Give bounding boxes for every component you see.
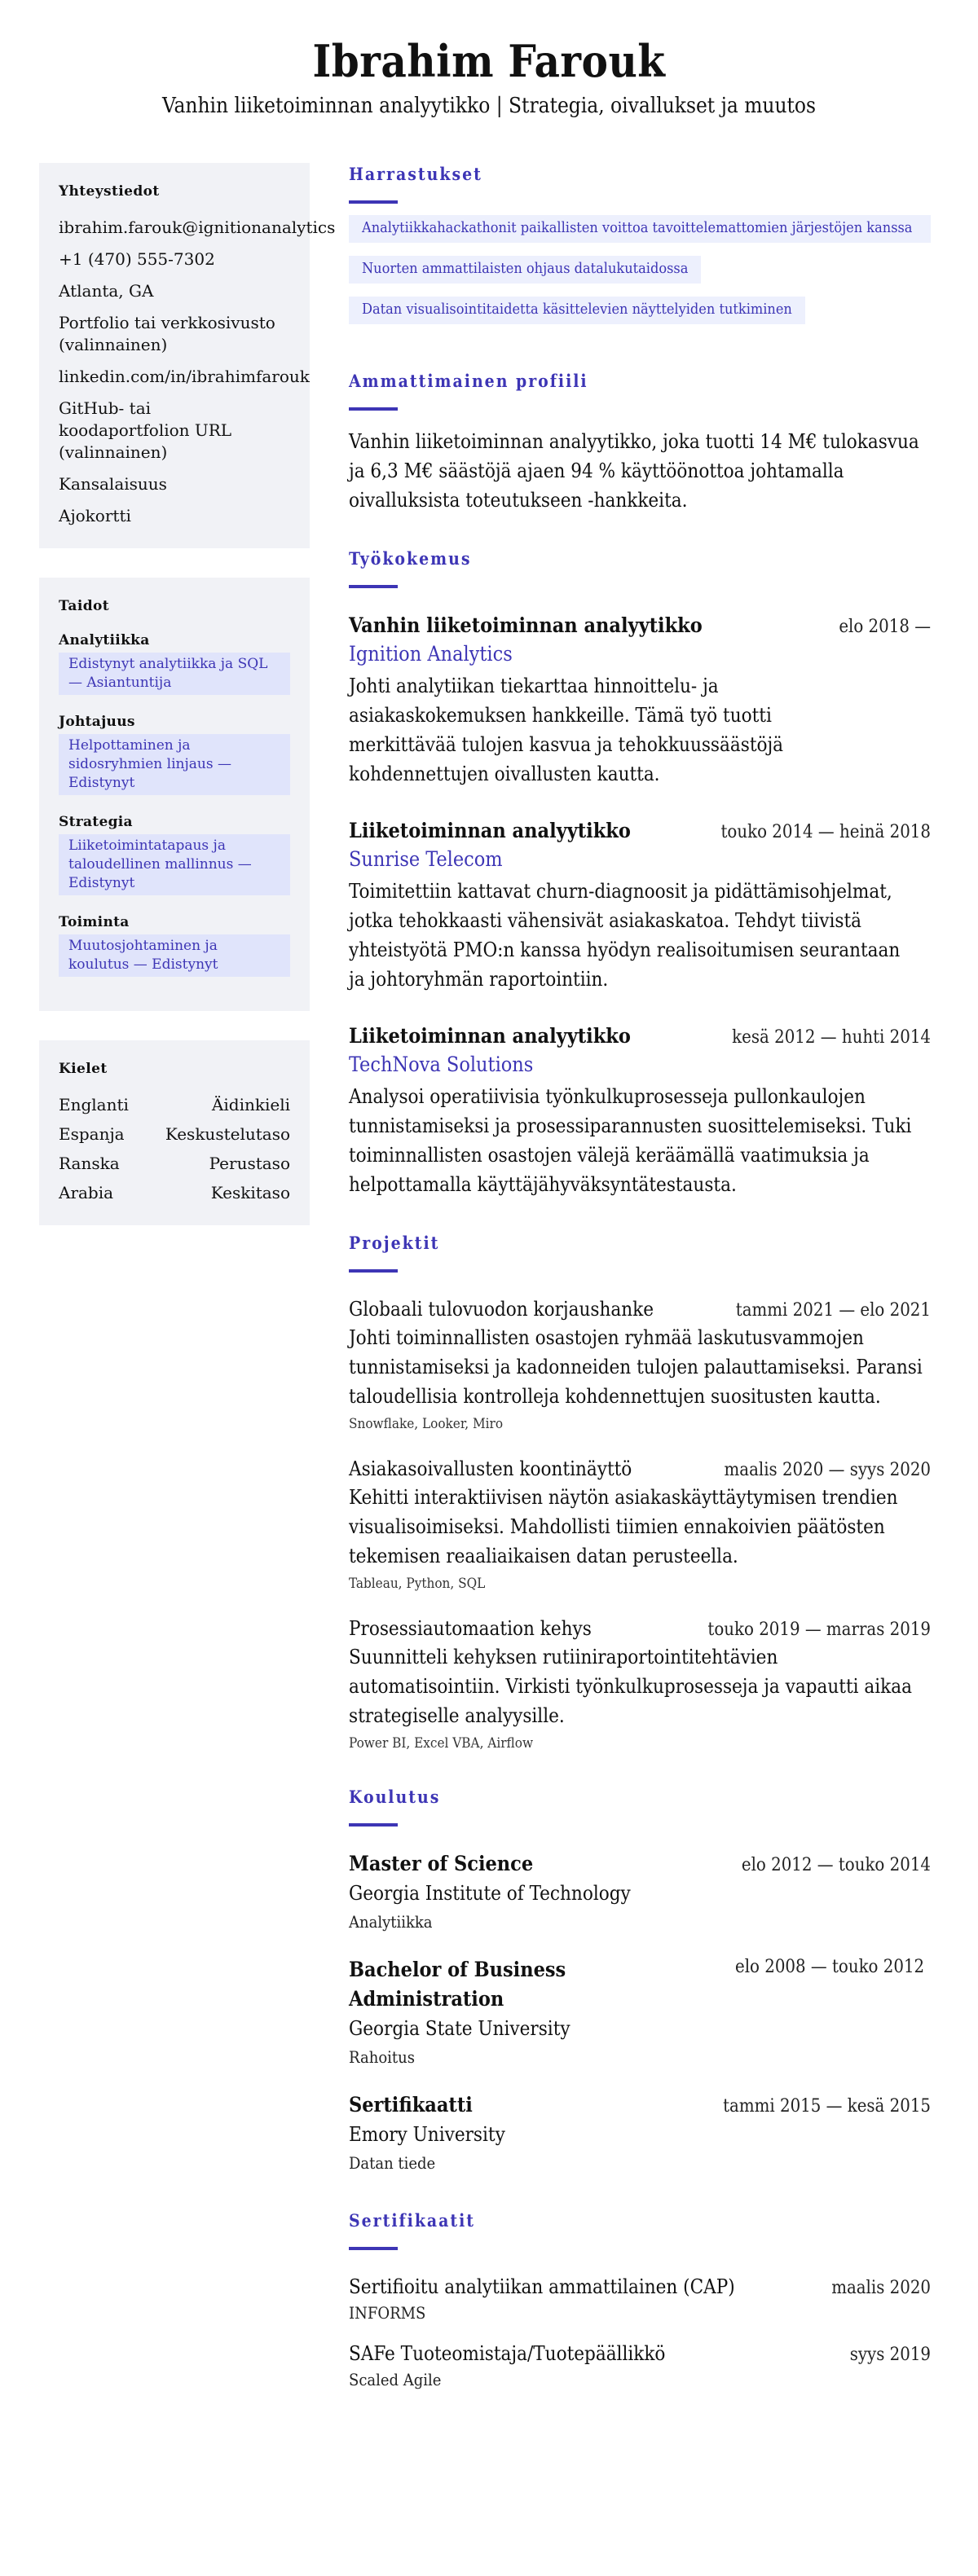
- section-title: Projektit: [349, 1233, 440, 1253]
- hobbies-section: [349, 163, 931, 337]
- job-title: Liiketoiminnan analyytikko: [349, 1024, 631, 1048]
- job-dates: elo 2018 —: [839, 617, 931, 637]
- section-title: Koulutus: [349, 1787, 441, 1807]
- certifications-section: [349, 2209, 931, 2392]
- education-entry: [349, 1849, 931, 1936]
- languages-card: [39, 1040, 310, 1225]
- language-name: Englanti: [59, 1095, 129, 1114]
- skills-title: Taidot: [59, 598, 109, 614]
- language-row: [59, 1094, 290, 1116]
- project-dates: maalis 2020 — syys 2020: [724, 1460, 931, 1480]
- language-row: [59, 1153, 290, 1175]
- contact-title: Yhteystiedot: [59, 183, 160, 200]
- skill-chip: Edistynyt analytiikka ja SQL — Asiantuntija: [59, 653, 290, 695]
- certification-date: syys 2019: [849, 2345, 931, 2365]
- language-row: [59, 1123, 290, 1145]
- hobby-chip: Nuorten ammattilaisten ohjaus datalukutaidossa: [349, 256, 701, 284]
- skills-card: [39, 578, 310, 1011]
- contact-card: [39, 163, 336, 548]
- language-name: Arabia: [59, 1183, 114, 1202]
- field-of-study: Datan tiede: [349, 2153, 436, 2173]
- hobby-chip: Datan visualisointitaidetta käsittelevien näyttelyiden tutkiminen: [349, 297, 805, 324]
- language-level: Äidinkieli: [211, 1095, 290, 1114]
- certification-entry: [349, 2273, 931, 2325]
- section-title: Ammattimainen profiili: [349, 371, 588, 391]
- certification-entry: [349, 2340, 931, 2392]
- projects-section: [349, 1232, 931, 1753]
- field-of-study: Rahoitus: [349, 2047, 415, 2067]
- degree-name: Sertifikaatti: [349, 2093, 473, 2117]
- section-title: Sertifikaatit: [349, 2210, 476, 2231]
- candidate-headline: Vanhin liiketoiminnan analyytikko | Strategia, oivallukset ja muutos: [161, 94, 817, 118]
- contact-email[interactable]: ibrahim.farouk@ignitionanalytics: [59, 218, 336, 237]
- project-description: Kehitti interaktiivisen näytön asiakaskäyttäytymisen trendien visualisoimiseksi. Mahdollisti tiimien ennakoivien päätösten tekemisen reaaliaikaisen datan perusteella.: [349, 1486, 898, 1567]
- hobby-list: [349, 215, 931, 337]
- skill-chip: Muutosjohtaminen ja koulutus — Edistynyt: [59, 934, 290, 977]
- languages-title: Kielet: [59, 1061, 108, 1077]
- contact-phone[interactable]: +1 (470) 555-7302: [59, 249, 215, 269]
- project-dates: tammi 2021 — elo 2021: [735, 1300, 931, 1321]
- project-name: Globaali tulovuodon korjaushanke: [349, 1298, 654, 1321]
- project-name: Prosessiautomaation kehys: [349, 1617, 592, 1640]
- certification-issuer: Scaled Agile: [349, 2370, 442, 2389]
- education-entry: [349, 1955, 931, 2071]
- field-of-study: Analytiikka: [349, 1912, 433, 1932]
- candidate-name: Ibrahim Farouk: [312, 35, 666, 87]
- education-entry: [349, 2090, 931, 2177]
- contact-citizenship: Kansalaisuus: [59, 474, 167, 494]
- job-dates: touko 2014 — heinä 2018: [720, 822, 931, 842]
- job-dates: kesä 2012 — huhti 2014: [732, 1027, 931, 1048]
- company-name: TechNova Solutions: [349, 1053, 534, 1076]
- section-divider: [349, 200, 398, 204]
- sidebar: [39, 163, 336, 1255]
- project-tools: Tableau, Python, SQL: [349, 1576, 486, 1592]
- experience-section: [349, 547, 931, 1199]
- language-row: [59, 1182, 290, 1204]
- profile-summary: Vanhin liiketoiminnan analyytikko, joka tuotti 14 M€ tulokasvua ja 6,3 M€ säästöjä ajaen 94 % käyttöönottoa johtamalla oivalluksista toteutukseen -hankkeita.: [349, 430, 919, 512]
- main-content: [349, 163, 931, 2424]
- profile-section: [349, 370, 931, 515]
- contact-drivers-license: Ajokortti: [59, 506, 131, 525]
- project-entry: [349, 1615, 931, 1753]
- section-divider: [349, 1823, 398, 1826]
- language-level: Keskustelutaso: [165, 1124, 290, 1144]
- experience-entry: [349, 1022, 931, 1199]
- skill-group-title: Strategia: [59, 814, 133, 830]
- section-title: Harrastukset: [349, 164, 482, 184]
- contact-portfolio[interactable]: Portfolio tai verkkosivusto (valinnainen): [59, 313, 275, 354]
- section-divider: [349, 1269, 398, 1273]
- contact-location: Atlanta, GA: [59, 281, 154, 301]
- project-description: Suunnitteli kehyksen rutiiniraportointitehtävien automatisointiin. Virkisti työnkulkuprosesseja ja vapautti aikaa strategiselle analyysille.: [349, 1646, 912, 1727]
- contact-linkedin[interactable]: linkedin.com/in/ibrahimfarouk: [59, 367, 310, 386]
- school-name: Emory University: [349, 2123, 505, 2146]
- section-divider: [349, 407, 398, 411]
- section-title: Työkokemus: [349, 548, 472, 569]
- project-description: Johti toiminnallisten osastojen ryhmää laskutusvammojen tunnistamiseksi ja kadonneiden tulojen palauttamiseksi. Paransi taloudellisia kontrolleja kohdennettujen suositusten kautta.: [349, 1326, 923, 1408]
- certification-issuer: INFORMS: [349, 2303, 426, 2323]
- experience-entry: [349, 816, 931, 994]
- language-name: Ranska: [59, 1154, 120, 1173]
- skill-group: [59, 713, 290, 795]
- project-tools: Power BI, Excel VBA, Airflow: [349, 1735, 534, 1752]
- company-name: Sunrise Telecom: [349, 847, 503, 871]
- language-level: Perustaso: [209, 1154, 290, 1173]
- degree-name: Master of Science: [349, 1852, 534, 1875]
- skill-group-title: Analytiikka: [59, 632, 150, 648]
- skill-group: [59, 813, 290, 895]
- language-name: Espanja: [59, 1124, 125, 1144]
- job-title: Vanhin liiketoiminnan analyytikko: [349, 613, 703, 637]
- skill-group: [59, 631, 290, 695]
- contact-github[interactable]: GitHub- tai koodaportfolion URL (valinnainen): [59, 398, 232, 462]
- skill-group-title: Johtajuus: [59, 714, 135, 730]
- job-description: Toimitettiin kattavat churn-diagnoosit ja pidättämisohjelmat, jotka tehokkaasti vähensivät asiakaskatoa. Tehdyt tiivistä yhteistyötä PMO:n kanssa hyödyn realisoitumisen seurantaan ja johtoryhmän raportointiin.: [349, 880, 901, 991]
- education-section: [349, 1786, 931, 2177]
- project-tools: Snowflake, Looker, Miro: [349, 1416, 504, 1432]
- skill-group-title: Toiminta: [59, 914, 130, 930]
- resume-header: [0, 0, 978, 121]
- certification-name: SAFe Tuoteomistaja/Tuotepäällikkö: [349, 2342, 666, 2365]
- degree-name: Bachelor of Business Administration: [349, 1958, 566, 2011]
- education-dates: tammi 2015 — kesä 2015: [723, 2096, 931, 2117]
- job-description: Johti analytiikan tiekarttaa hinnoittelu- ja asiakaskokemuksen hankkeille. Tämä työ tuotti merkittävää tulojen kasvua ja tehokkuussäästöjä kohdennettujen oivallusten kautta.: [349, 675, 784, 785]
- job-title: Liiketoiminnan analyytikko: [349, 819, 631, 842]
- certification-date: maalis 2020: [831, 2278, 931, 2298]
- education-dates: elo 2008 — touko 2012: [735, 1957, 925, 1977]
- section-divider: [349, 2247, 398, 2250]
- skill-group: [59, 913, 290, 977]
- hobby-chip: Analytiikkahackathonit paikallisten voittoa tavoittelemattomien järjestöjen kanssa: [349, 215, 931, 243]
- experience-entry: [349, 611, 931, 789]
- certification-name: Sertifioitu analytiikan ammattilainen (CAP): [349, 2275, 735, 2298]
- project-dates: touko 2019 — marras 2019: [707, 1620, 931, 1640]
- project-name: Asiakasoivallusten koontinäyttö: [349, 1457, 632, 1480]
- school-name: Georgia Institute of Technology: [349, 1882, 631, 1905]
- project-entry: [349, 1295, 931, 1434]
- section-divider: [349, 585, 398, 588]
- school-name: Georgia State University: [349, 2017, 570, 2040]
- project-entry: [349, 1455, 931, 1594]
- skill-chip: Helpottaminen ja sidosryhmien linjaus — Edistynyt: [59, 734, 290, 795]
- skill-chip: Liiketoimintatapaus ja taloudellinen mallinnus — Edistynyt: [59, 834, 290, 895]
- company-name: Ignition Analytics: [349, 642, 513, 666]
- education-dates: elo 2012 — touko 2014: [741, 1855, 931, 1875]
- job-description: Analysoi operatiivisia työnkulkuprosesseja pullonkaulojen tunnistamiseksi ja prosessiparannusten suosittelemiseksi. Tuki toiminnallisten osastojen välejä keräämällä vaatimuksia ja helpottamalla käyttäjähyväksyntätestausta.: [349, 1085, 912, 1196]
- language-level: Keskitaso: [210, 1183, 290, 1202]
